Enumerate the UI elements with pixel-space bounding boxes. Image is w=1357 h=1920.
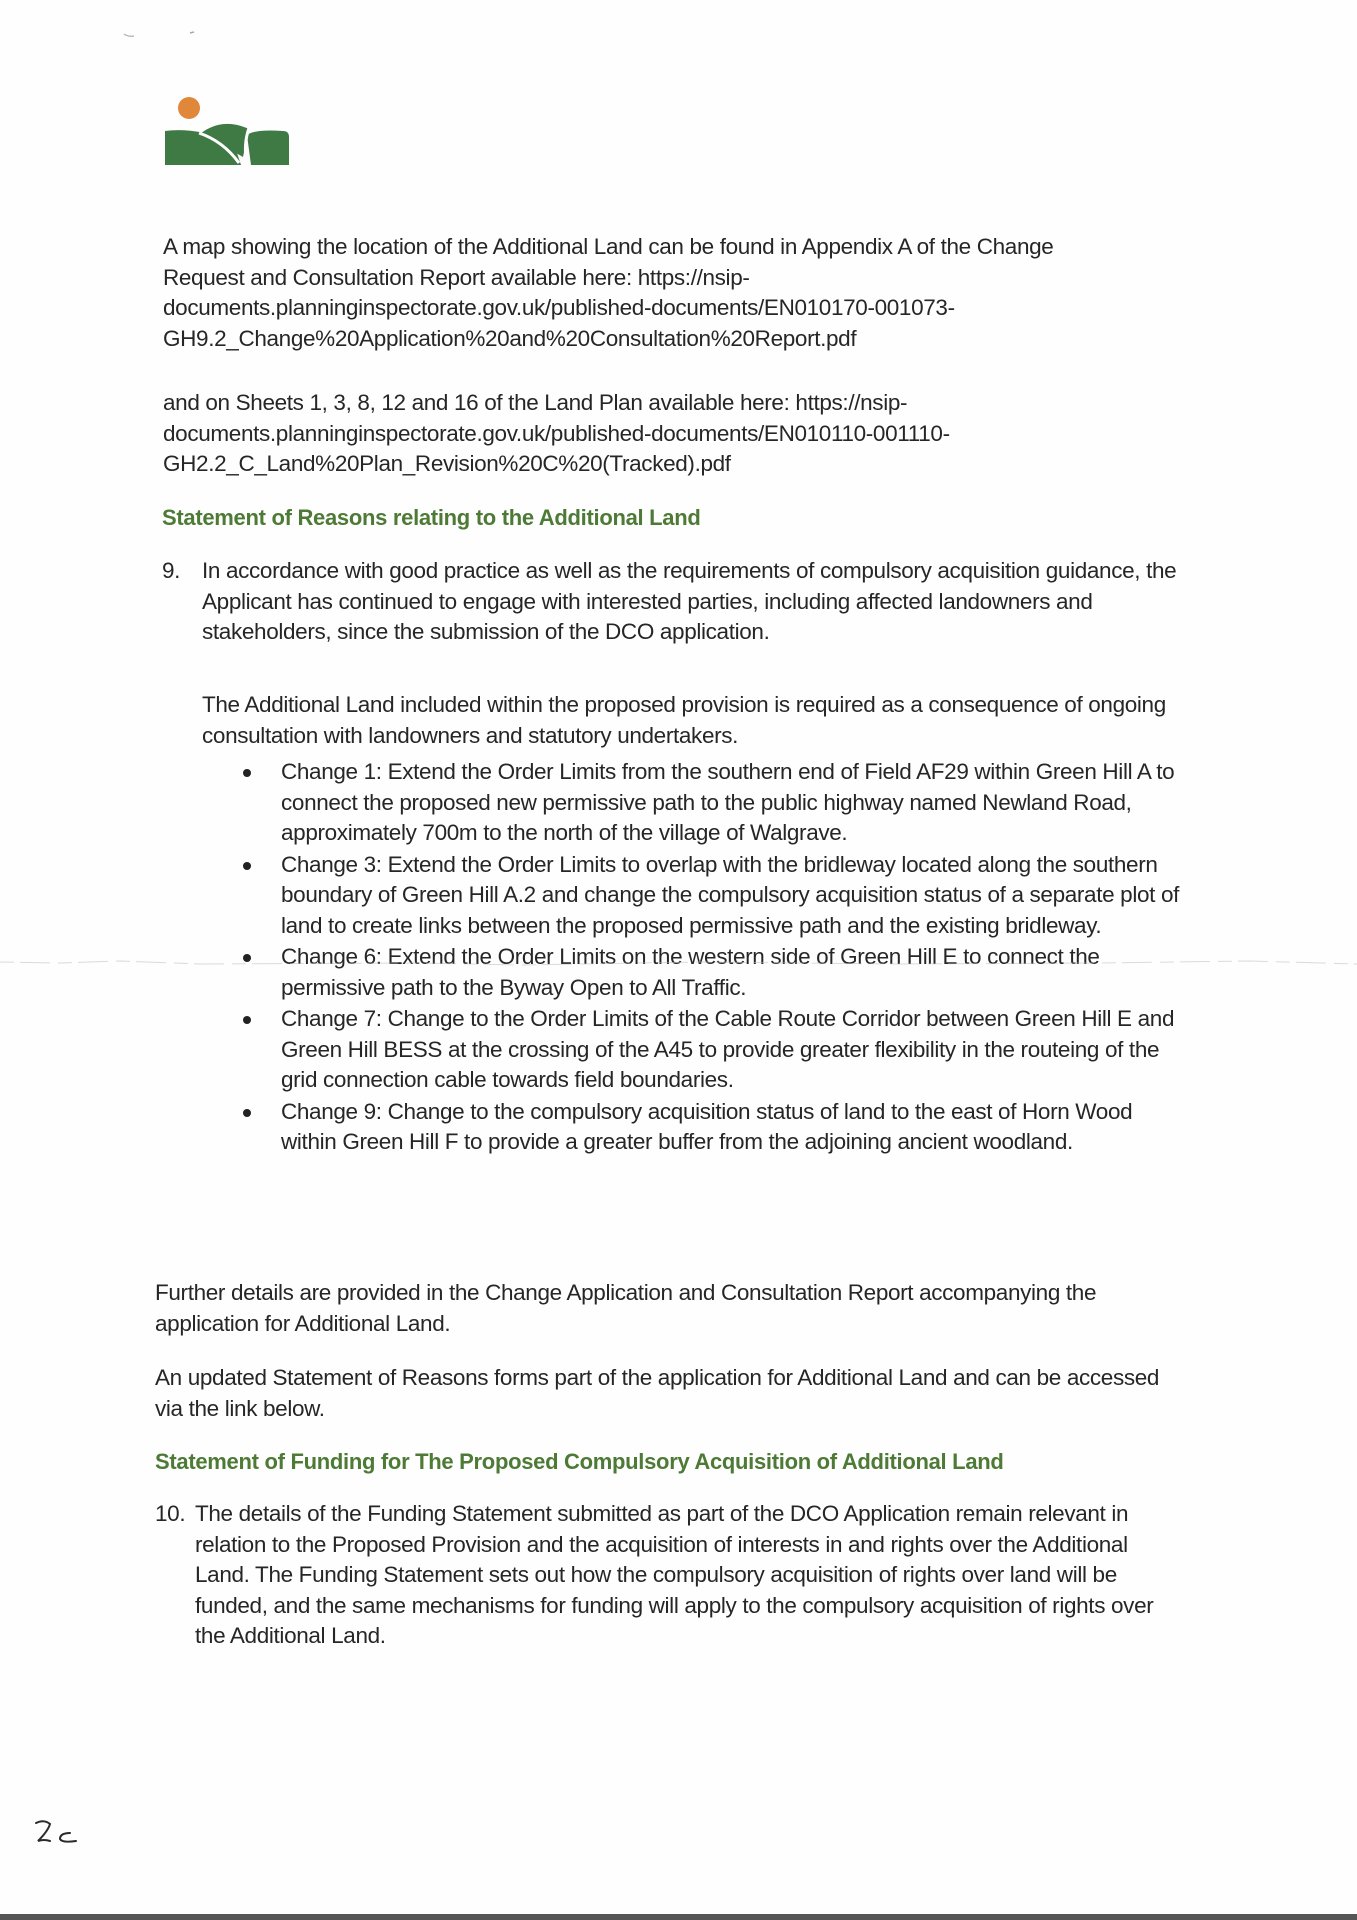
paragraph-number: 9. [162,558,181,583]
bullet-icon [243,1109,251,1117]
list-item-change-3 [243,850,1183,942]
bullet-icon [243,769,251,777]
intro-paragraph-land-plan [163,388,1173,480]
updated-statement-paragraph: An updated Statement of Reasons forms part of the application for Additional Land and can be accessed via the link below. [155,1365,1160,1421]
text-line: and on Sheets 1, 3, 8, 12 and 16 of the Land Plan available here: https://nsip- [163,390,908,415]
numbered-paragraph-10 [155,1499,1185,1652]
list-item-change-9 [243,1097,1183,1158]
list-item-change-7 [243,1004,1183,1096]
text-line: GH9.2_Change%20Application%20and%20Consultation%20Report.pdf [163,325,857,351]
list-item-text: Change 6: Extend the Order Limits on the western side of Green Hill E to connect the permissive path to the Byway Open to All Traffic. [281,944,1100,1000]
scan-artifact-icon [120,28,200,40]
text-line: A map showing the location of the Additional Land can be found in Appendix A of the Change [163,234,1054,259]
list-item-change-6 [243,942,1183,1003]
paragraph-body: In accordance with good practice as well as the requirements of compulsory acquisition guidance, the Applicant has continued to engage with interested parties, including affected landowners and stakeholders, since the submission of the DCO application. [202,558,1177,644]
paragraph-body: The details of the Funding Statement submitted as part of the DCO Application remain relevant in relation to the Proposed Provision and the acquisition of interests in and rights over the Additional Land. The Funding Statement sets out how the compulsory acquisition of rights over land will be funded, and the same mechanisms for funding will apply to the compulsory acquisition of rights over the Additional Land. [195,1501,1154,1648]
bullet-icon [243,954,251,962]
text-line: GH2.2_C_Land%20Plan_Revision%20C%20(Tracked).pdf [163,451,731,476]
list-item-text: Change 9: Change to the compulsory acquisition status of land to the east of Horn Wood within Green Hill F to provide a greater buffer from the adjoining ancient woodland. [281,1098,1133,1154]
section-heading-statement-of-funding: Statement of Funding for The Proposed Compulsory Acquisition of Additional Land [155,1449,1004,1474]
handwritten-page-mark-icon [30,1815,90,1855]
text-line: Request and Consultation Report available here: https://nsip- [163,264,750,290]
further-details-paragraph: Further details are provided in the Change Application and Consultation Report accompanying the application for Additional Land. [155,1280,1097,1336]
list-item-text: Change 1: Extend the Order Limits from the southern end of Field AF29 within Green Hill A to connect the proposed new permissive path to the public highway named Newland Road, approximately 700m to the north of the village of Walgrave. [281,759,1175,845]
list-item-change-1 [243,757,1183,849]
changes-list [243,757,1183,1159]
additional-land-explanation: The Additional Land included within the proposed provision is required as a consequence of ongoing consultation with landowners and statutory undertakers. [202,692,1166,748]
numbered-paragraph-9 [162,556,1182,648]
list-item-text: Change 3: Extend the Order Limits to overlap with the bridleway located along the southern boundary of Green Hill A.2 and change the compulsory acquisition status of a separate plot of land to create links between the proposed permissive path and the existing bridleway. [281,851,1180,938]
text-line: documents.planninginspectorate.gov.uk/published-documents/EN010110-001110- [163,420,950,446]
bullet-icon [243,862,251,870]
scan-bottom-edge [0,1914,1357,1920]
list-item-text: Change 7: Change to the Order Limits of the Cable Route Corridor between Green Hill E and Green Hill BESS at the crossing of the A45 to provide greater flexibility in the routeing of the grid connection cable towards field boundaries. [281,1006,1175,1092]
intro-paragraph-map-location [163,232,1173,354]
paragraph-number: 10. [155,1501,186,1526]
text-line: documents.planninginspectorate.gov.uk/published-documents/EN010170-001073- [163,295,955,320]
sun-over-hills-logo-icon [163,95,293,170]
section-heading-statement-of-reasons: Statement of Reasons relating to the Additional Land [162,505,701,530]
bullet-icon [243,1016,251,1024]
